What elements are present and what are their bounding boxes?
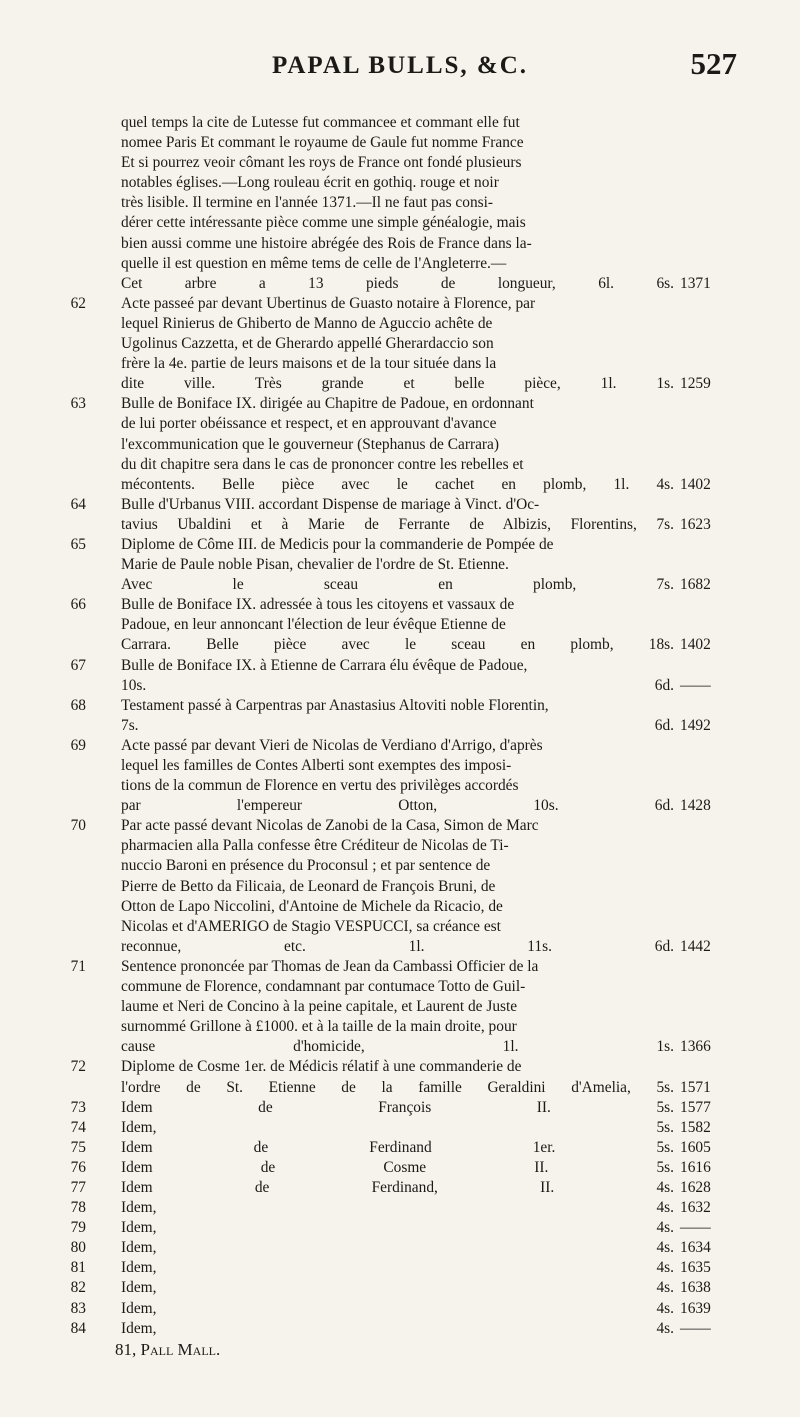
entry-number: 62 bbox=[70, 294, 86, 312]
entry-year: —— bbox=[680, 676, 711, 694]
catalogue-entry bbox=[60, 495, 740, 535]
catalogue-entry bbox=[60, 394, 740, 494]
entry-number: 78 bbox=[70, 1199, 86, 1217]
entry-number: 69 bbox=[70, 736, 86, 754]
entry-line: l'excommunication que le gouverneur (Stephanus de Carrara) bbox=[121, 435, 499, 453]
catalogue-entry bbox=[60, 595, 740, 655]
entry-last-line bbox=[121, 1178, 740, 1198]
entry-last-line bbox=[121, 796, 740, 816]
entry-number: 63 bbox=[70, 395, 86, 413]
entry-line: Marie de Paule noble Pisan, chevalier de l'ordre de St. Etienne. bbox=[121, 556, 509, 574]
entry-last-line bbox=[121, 635, 740, 655]
entry-year: 1639 bbox=[680, 1299, 711, 1317]
entry-line: Acte passé par devant Vieri de Nicolas de Verdiano d'Arrigo, d'après bbox=[121, 736, 543, 754]
entry-line: Nicolas et d'AMERIGO de Stagio VESPUCCI, sa créance est bbox=[121, 917, 501, 935]
entry-last-line bbox=[121, 1319, 740, 1339]
entry-year: 1492 bbox=[680, 716, 711, 734]
entry-line: Bulle d'Urbanus VIII. accordant Dispense de mariage à Vinct. d'Oc- bbox=[121, 495, 540, 513]
catalogue-entry-short bbox=[60, 1319, 740, 1339]
entry-line: très lisible. Il termine en l'année 1371.—Il ne faut pas consi- bbox=[121, 194, 494, 212]
entry-last-line bbox=[121, 676, 740, 696]
entry-last-text: mécontents. Belle pièce avec le cachet en plomb, 1l. 4s. bbox=[121, 475, 674, 493]
entry-line: Ugolinus Cazzetta, et de Gherardo appellé Gherardaccio son bbox=[121, 335, 494, 353]
entry-last-line bbox=[121, 716, 740, 736]
entry-last-text: Idem, 4s. bbox=[121, 1199, 674, 1217]
entry-last-line bbox=[121, 1158, 740, 1178]
entry-last-line bbox=[121, 1198, 740, 1218]
entry-last-line bbox=[121, 374, 740, 394]
entry-last-line bbox=[121, 1218, 740, 1238]
entry-year: 1428 bbox=[680, 797, 711, 815]
entry-last-line bbox=[121, 1278, 740, 1298]
catalogue-entry-short bbox=[60, 1218, 740, 1238]
entry-year: 1577 bbox=[680, 1098, 711, 1116]
entry-year: 1571 bbox=[680, 1078, 711, 1096]
entry-year: 1623 bbox=[680, 515, 711, 533]
entry-line: dérer cette intéressante pièce comme une simple généalogie, mais bbox=[121, 214, 526, 232]
entry-last-line bbox=[121, 1098, 740, 1118]
entry-line: notables églises.—Long rouleau écrit en gothiq. rouge et noir bbox=[121, 174, 499, 192]
entry-last-line bbox=[121, 1037, 740, 1057]
entry-line: Testament passé à Carpentras par Anastasius Altoviti noble Florentin, bbox=[121, 696, 549, 714]
entry-number: 67 bbox=[70, 656, 86, 674]
entry-line: laume et Neri de Concino à la peine capitale, et Laurent de Juste bbox=[121, 998, 518, 1016]
entry-last-text: l'ordre de St. Etienne de la famille Geraldini d'Amelia, 5s. bbox=[121, 1078, 674, 1096]
entry-year: 1259 bbox=[680, 375, 711, 393]
short-entry-list bbox=[60, 1098, 740, 1339]
entry-year: 1616 bbox=[680, 1158, 711, 1176]
intro-entry bbox=[60, 113, 740, 294]
entry-last-line bbox=[121, 1299, 740, 1319]
entry-line: frère la 4e. partie de leurs maisons et de la tour située dans la bbox=[121, 355, 497, 373]
entry-year: 1682 bbox=[680, 576, 711, 594]
entry-line: Bulle de Boniface IX. à Etienne de Carrara élu évêque de Padoue, bbox=[121, 656, 528, 674]
entry-number: 72 bbox=[70, 1058, 86, 1076]
catalogue-entry bbox=[60, 535, 740, 595]
entry-last-text: Idem, 4s. bbox=[121, 1279, 674, 1297]
entry-year: 1635 bbox=[680, 1259, 711, 1277]
entry-number: 81 bbox=[70, 1259, 86, 1277]
entry-last-line bbox=[121, 937, 740, 957]
entry-last-line bbox=[121, 1118, 740, 1138]
entry-number: 71 bbox=[70, 957, 86, 975]
entry-number: 65 bbox=[70, 535, 86, 553]
entry-number: 75 bbox=[70, 1138, 86, 1156]
catalogue-entry-short bbox=[60, 1258, 740, 1278]
entry-number: 76 bbox=[70, 1158, 86, 1176]
entry-last-line bbox=[121, 515, 740, 535]
entry-last-line bbox=[121, 1078, 740, 1098]
entry-year: 1402 bbox=[680, 636, 711, 654]
entry-year: 1605 bbox=[680, 1138, 711, 1156]
entry-last-text: Avec le sceau en plomb, 7s. bbox=[121, 576, 674, 594]
entry-last-text: tavius Ubaldini et à Marie de Ferrante de Albizis, Florentins, 7s. bbox=[121, 515, 674, 533]
entry-line: Bulle de Boniface IX. adressée à tous les citoyens et vassaux de bbox=[121, 596, 515, 614]
entry-last-text: Idem, 4s. bbox=[121, 1319, 674, 1337]
catalogue-entry-short bbox=[60, 1138, 740, 1158]
catalogue-entry bbox=[60, 656, 740, 696]
entry-number: 74 bbox=[70, 1118, 86, 1136]
entry-last-text: 10s. 6d. bbox=[121, 676, 674, 694]
catalogue-entry bbox=[60, 1057, 740, 1097]
entry-last-text: par l'empereur Otton, 10s. 6d. bbox=[121, 797, 674, 815]
entry-line: Et si pourrez veoir cômant les roys de France ont fondé plusieurs bbox=[121, 154, 522, 172]
entry-line: commune de Florence, condamnant par contumace Totto de Guil- bbox=[121, 978, 526, 996]
catalogue-entry-short bbox=[60, 1299, 740, 1319]
catalogue-entry bbox=[60, 957, 740, 1057]
catalogue-entry-short bbox=[60, 1238, 740, 1258]
entry-number: 64 bbox=[70, 495, 86, 513]
entry-year: —— bbox=[680, 1219, 711, 1237]
entry-last-line bbox=[121, 475, 740, 495]
entry-line: lequel les familles de Contes Alberti sont exemptes des imposi- bbox=[121, 757, 512, 774]
entry-year: 1402 bbox=[680, 475, 711, 493]
entry-number: 80 bbox=[70, 1239, 86, 1257]
catalogue-entry-short bbox=[60, 1198, 740, 1218]
catalogue-body bbox=[60, 113, 740, 1360]
entry-line: bien aussi comme une histoire abrégée des Rois de France dans la- bbox=[121, 234, 532, 252]
entry-last-text: cause d'homicide, 1l. 1s. bbox=[121, 1038, 674, 1056]
entry-last-line bbox=[121, 1238, 740, 1258]
entry-year: 1634 bbox=[680, 1239, 711, 1257]
catalogue-entry bbox=[60, 816, 740, 957]
entry-last-text: Idem de Ferdinand 1er. 5s. bbox=[121, 1138, 674, 1156]
entry-line: du dit chapitre sera dans le cas de prononcer contre les rebelles et bbox=[121, 455, 524, 473]
entry-last-text: Idem, 4s. bbox=[121, 1259, 674, 1277]
entry-line: Padoue, en leur annoncant l'élection de leur évêque Etienne de bbox=[121, 616, 506, 634]
entry-number: 83 bbox=[70, 1299, 86, 1317]
entry-year: —— bbox=[680, 1319, 711, 1337]
entry-last-text: Idem de Ferdinand, II. 4s. bbox=[121, 1178, 674, 1196]
running-title: PAPAL BULLS, &C. bbox=[271, 52, 529, 79]
entry-last-text: Idem, 4s. bbox=[121, 1239, 674, 1257]
entry-last-line bbox=[121, 1138, 740, 1158]
entry-number: 66 bbox=[70, 596, 86, 614]
entry-number: 70 bbox=[70, 817, 86, 835]
entry-last-text: dite ville. Très grande et belle pièce, 1l. 1s. bbox=[121, 375, 674, 393]
entry-year: 1371 bbox=[680, 274, 711, 292]
entry-last-text: Idem, 4s. bbox=[121, 1299, 674, 1317]
catalogue-entry-short bbox=[60, 1098, 740, 1118]
entry-last-line bbox=[121, 1258, 740, 1278]
entry-line: nomee Paris Et commant le royaume de Gaule fut nomme France bbox=[121, 134, 524, 152]
entry-last-text: 7s. 6d. bbox=[121, 716, 674, 734]
entry-line: quel temps la cite de Lutesse fut commancee et commant elle fut bbox=[121, 114, 520, 131]
entry-line: lequel Rinierus de Ghiberto de Manno de Aguccio achête de bbox=[121, 314, 493, 332]
entry-list bbox=[60, 294, 740, 1098]
entry-number: 79 bbox=[70, 1219, 86, 1237]
entry-line: quelle il est question en même tems de celle de l'Angleterre.— bbox=[121, 254, 507, 272]
entry-last-text: Idem de François II. 5s. bbox=[121, 1098, 674, 1116]
entry-number: 77 bbox=[70, 1178, 86, 1196]
entry-year: 1638 bbox=[680, 1279, 711, 1297]
entry-line: Acte passeé par devant Ubertinus de Guasto notaire à Florence, par bbox=[121, 294, 536, 312]
entry-line: tions de la commun de Florence en vertu des privilèges accordés bbox=[121, 777, 519, 795]
footer-address: 81, Pall Mall. bbox=[115, 1339, 221, 1359]
entry-last-text: Idem de Cosme II. 5s. bbox=[121, 1158, 674, 1176]
catalogue-entry-short bbox=[60, 1178, 740, 1198]
entry-last-text: Idem, 4s. bbox=[121, 1219, 674, 1237]
entry-year: 1632 bbox=[680, 1199, 711, 1217]
entry-year: 1366 bbox=[680, 1038, 711, 1056]
entry-last-line bbox=[121, 575, 740, 595]
entry-year: 1582 bbox=[680, 1118, 711, 1136]
entry-last-line bbox=[121, 274, 740, 294]
entry-line: Diplome de Cosme 1er. de Médicis rélatif à une commanderie de bbox=[121, 1058, 522, 1076]
entry-line: Bulle de Boniface IX. dirigée au Chapitre de Padoue, en ordonnant bbox=[121, 395, 534, 413]
entry-last-text: Cet arbre a 13 pieds de longueur, 6l. 6s. bbox=[121, 274, 674, 292]
entry-number: 82 bbox=[70, 1279, 86, 1297]
entry-line: Otton de Lapo Niccolini, d'Antoine de Michele da Ricacio, de bbox=[121, 897, 503, 915]
catalogue-entry-short bbox=[60, 1118, 740, 1138]
entry-last-text: Idem, 5s. bbox=[121, 1118, 674, 1136]
entry-number: 68 bbox=[70, 696, 86, 714]
entry-line: pharmacien alla Palla confesse être Créditeur de Nicolas de Ti- bbox=[121, 837, 509, 855]
entry-line: Sentence prononcée par Thomas de Jean da Cambassi Officier de la bbox=[121, 957, 539, 975]
catalogue-entry bbox=[60, 736, 740, 816]
catalogue-entry bbox=[60, 294, 740, 394]
entry-year: 1628 bbox=[680, 1178, 711, 1196]
entry-last-text: Carrara. Belle pièce avec le sceau en plomb, 18s. bbox=[121, 636, 674, 654]
entry-line: Diplome de Côme III. de Medicis pour la commanderie de Pompée de bbox=[121, 535, 554, 553]
entry-line: nuccio Baroni en présence du Proconsul ; et par sentence de bbox=[121, 857, 491, 875]
entry-line: Par acte passé devant Nicolas de Zanobi de la Casa, Simon de Marc bbox=[121, 817, 539, 835]
entry-number: 84 bbox=[70, 1319, 86, 1337]
page-number: 527 bbox=[690, 46, 737, 81]
entry-year: 1442 bbox=[680, 937, 711, 955]
entry-line: de lui porter obéissance et respect, et en approuvant d'avance bbox=[121, 415, 497, 433]
catalogue-entry-short bbox=[60, 1158, 740, 1178]
entry-line: Pierre de Betto da Filicaia, de Leonard de François Bruni, de bbox=[121, 877, 496, 895]
catalogue-entry bbox=[60, 696, 740, 736]
catalogue-entry-short bbox=[60, 1278, 740, 1298]
entry-last-text: reconnue, etc. 1l. 11s. 6d. bbox=[121, 937, 674, 955]
entry-number: 73 bbox=[70, 1098, 86, 1116]
entry-line: surnommé Grillone à £1000. et à la taille de la main droite, pour bbox=[121, 1018, 517, 1036]
